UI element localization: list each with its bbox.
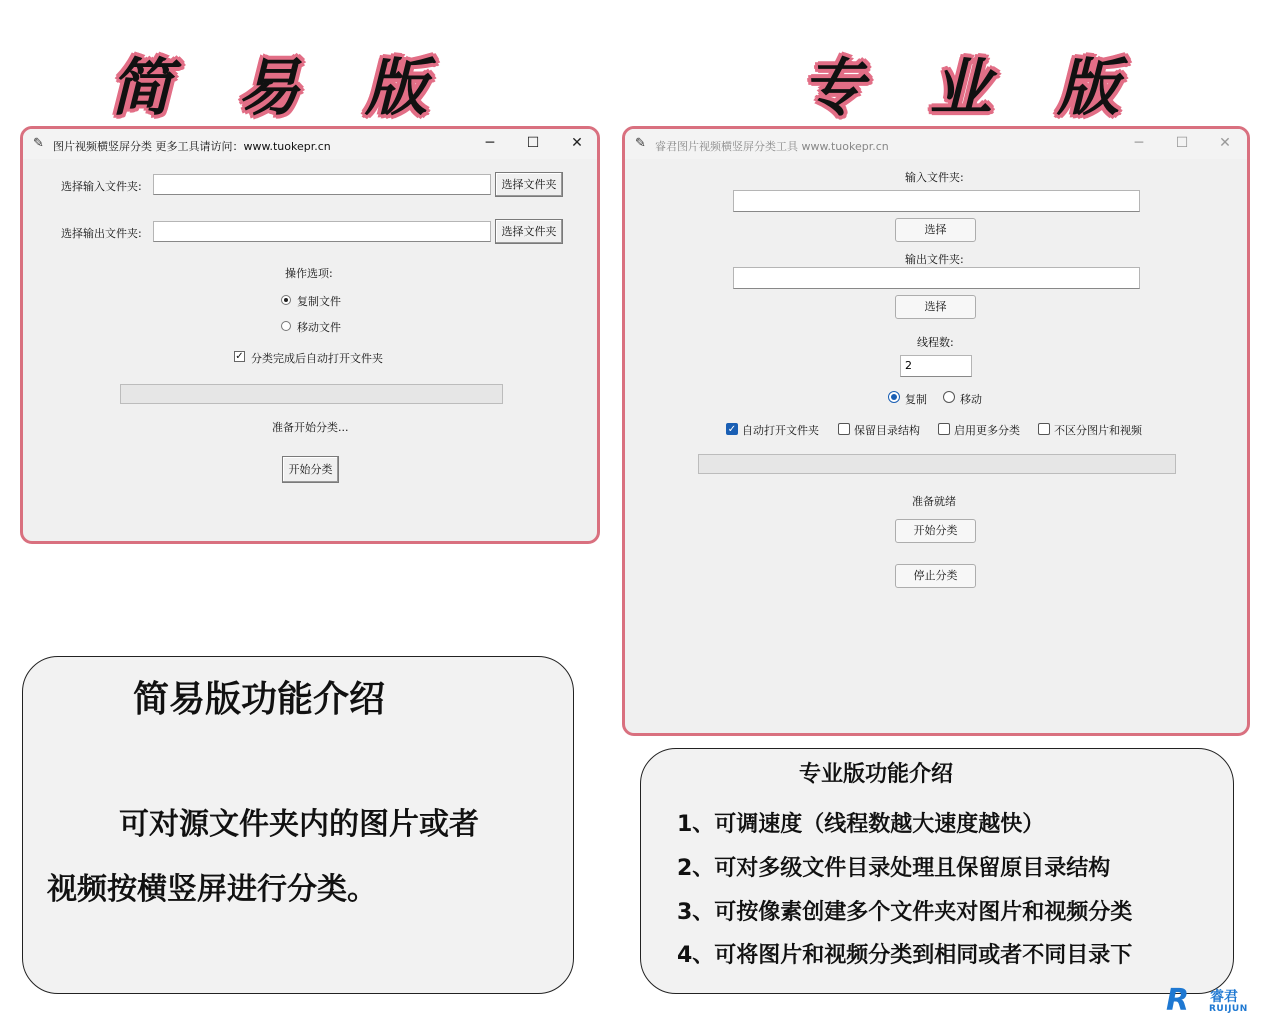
pro-output-label: 输出文件夹:: [905, 253, 964, 266]
maximize-icon[interactable]: ☐: [526, 135, 540, 151]
pro-window: [622, 126, 1250, 736]
simple-start-button[interactable]: 开始分类: [282, 456, 339, 483]
pro-keep-structure-label: 保留目录结构: [854, 424, 920, 437]
pro-card-item: 4、可将图片和视频分类到相同或者不同目录下: [677, 943, 1133, 968]
heading-simple: 简 易 版: [110, 51, 450, 124]
simple-card-line2: 视频按横竖屏进行分类。: [47, 872, 377, 907]
simple-card-title: 简易版功能介绍: [133, 679, 386, 720]
pro-auto-open-label: 自动打开文件夹: [742, 424, 819, 437]
pro-threads-label: 线程数:: [917, 336, 954, 349]
minimize-icon[interactable]: ─: [1134, 135, 1144, 151]
simple-window-title: 图片视频横竖屏分类 更多工具请访问：www.tuokepr.cn: [53, 140, 331, 153]
simple-radio-move-label: 移动文件: [297, 321, 341, 334]
simple-auto-open-checkbox[interactable]: ✓: [235, 351, 244, 362]
pro-start-button[interactable]: 开始分类: [895, 519, 976, 543]
simple-feature-card: [22, 656, 574, 994]
pro-card-item: 2、可对多级文件目录处理且保留原目录结构: [677, 856, 1111, 881]
pro-titlebar: [625, 129, 1247, 159]
maximize-icon[interactable]: ☐: [1175, 135, 1189, 151]
simple-titlebar: [23, 129, 597, 159]
simple-input-browse-button[interactable]: 选择文件夹: [495, 172, 563, 197]
pro-output-browse-button[interactable]: 选择: [895, 295, 976, 319]
pro-card-item: 3、可按像素创建多个文件夹对图片和视频分类: [677, 900, 1133, 925]
pro-no-split-label: 不区分图片和视频: [1054, 424, 1142, 437]
ruijun-logo-cn: 睿君: [1210, 989, 1238, 1005]
simple-card-line1: 可对源文件夹内的图片或者: [119, 807, 479, 842]
pro-output-field[interactable]: [733, 267, 1140, 289]
pro-keep-structure-checkbox[interactable]: [838, 423, 850, 435]
ruijun-logo-en: RUIJUN: [1209, 1004, 1248, 1014]
simple-options-label: 操作选项:: [285, 267, 333, 280]
pro-radio-copy[interactable]: [888, 391, 900, 403]
simple-auto-open-label: 分类完成后自动打开文件夹: [251, 352, 383, 365]
simple-window: [20, 126, 600, 544]
pro-more-categories-label: 启用更多分类: [954, 424, 1020, 437]
pro-auto-open-checkbox[interactable]: ✓: [727, 424, 737, 435]
pro-more-categories-checkbox[interactable]: [938, 423, 950, 435]
pro-window-title: 睿君图片视频横竖屏分类工具 www.tuokepr.cn: [655, 140, 889, 153]
pro-feature-card: [640, 748, 1234, 994]
feather-icon: ✎: [33, 136, 44, 151]
simple-status-text: 准备开始分类...: [272, 421, 349, 434]
pro-radio-copy-label: 复制: [905, 393, 927, 406]
pro-input-browse-button[interactable]: 选择: [895, 218, 976, 242]
pro-card-title: 专业版功能介绍: [799, 762, 954, 787]
minimize-icon[interactable]: ─: [485, 135, 495, 151]
pro-radio-move[interactable]: [943, 391, 955, 403]
pro-progress-bar: [698, 454, 1176, 474]
pro-input-label: 输入文件夹:: [905, 171, 964, 184]
pro-card-item: 1、可调速度（线程数越大速度越快）: [677, 812, 1045, 837]
simple-output-browse-button[interactable]: 选择文件夹: [495, 219, 563, 244]
simple-radio-copy[interactable]: [281, 295, 291, 305]
simple-input-field[interactable]: [153, 174, 491, 195]
simple-output-label: 选择输出文件夹:: [61, 227, 142, 240]
pro-threads-input[interactable]: 2: [900, 355, 972, 377]
pro-status-text: 准备就绪: [912, 495, 956, 508]
simple-output-field[interactable]: [153, 221, 491, 242]
heading-pro: 专 业 版: [802, 51, 1142, 124]
simple-radio-copy-label: 复制文件: [297, 295, 341, 308]
simple-input-label: 选择输入文件夹:: [61, 180, 142, 193]
feather-icon: ✎: [635, 136, 646, 151]
simple-radio-move[interactable]: [281, 321, 291, 331]
pro-no-split-checkbox[interactable]: [1038, 423, 1050, 435]
ruijun-logo-mark: R: [1166, 983, 1190, 1018]
close-icon[interactable]: ✕: [1219, 135, 1231, 151]
simple-progress-bar: [120, 384, 503, 404]
pro-stop-button[interactable]: 停止分类: [895, 564, 976, 588]
pro-radio-move-label: 移动: [960, 393, 982, 406]
close-icon[interactable]: ✕: [571, 135, 583, 151]
pro-input-field[interactable]: [733, 190, 1140, 212]
